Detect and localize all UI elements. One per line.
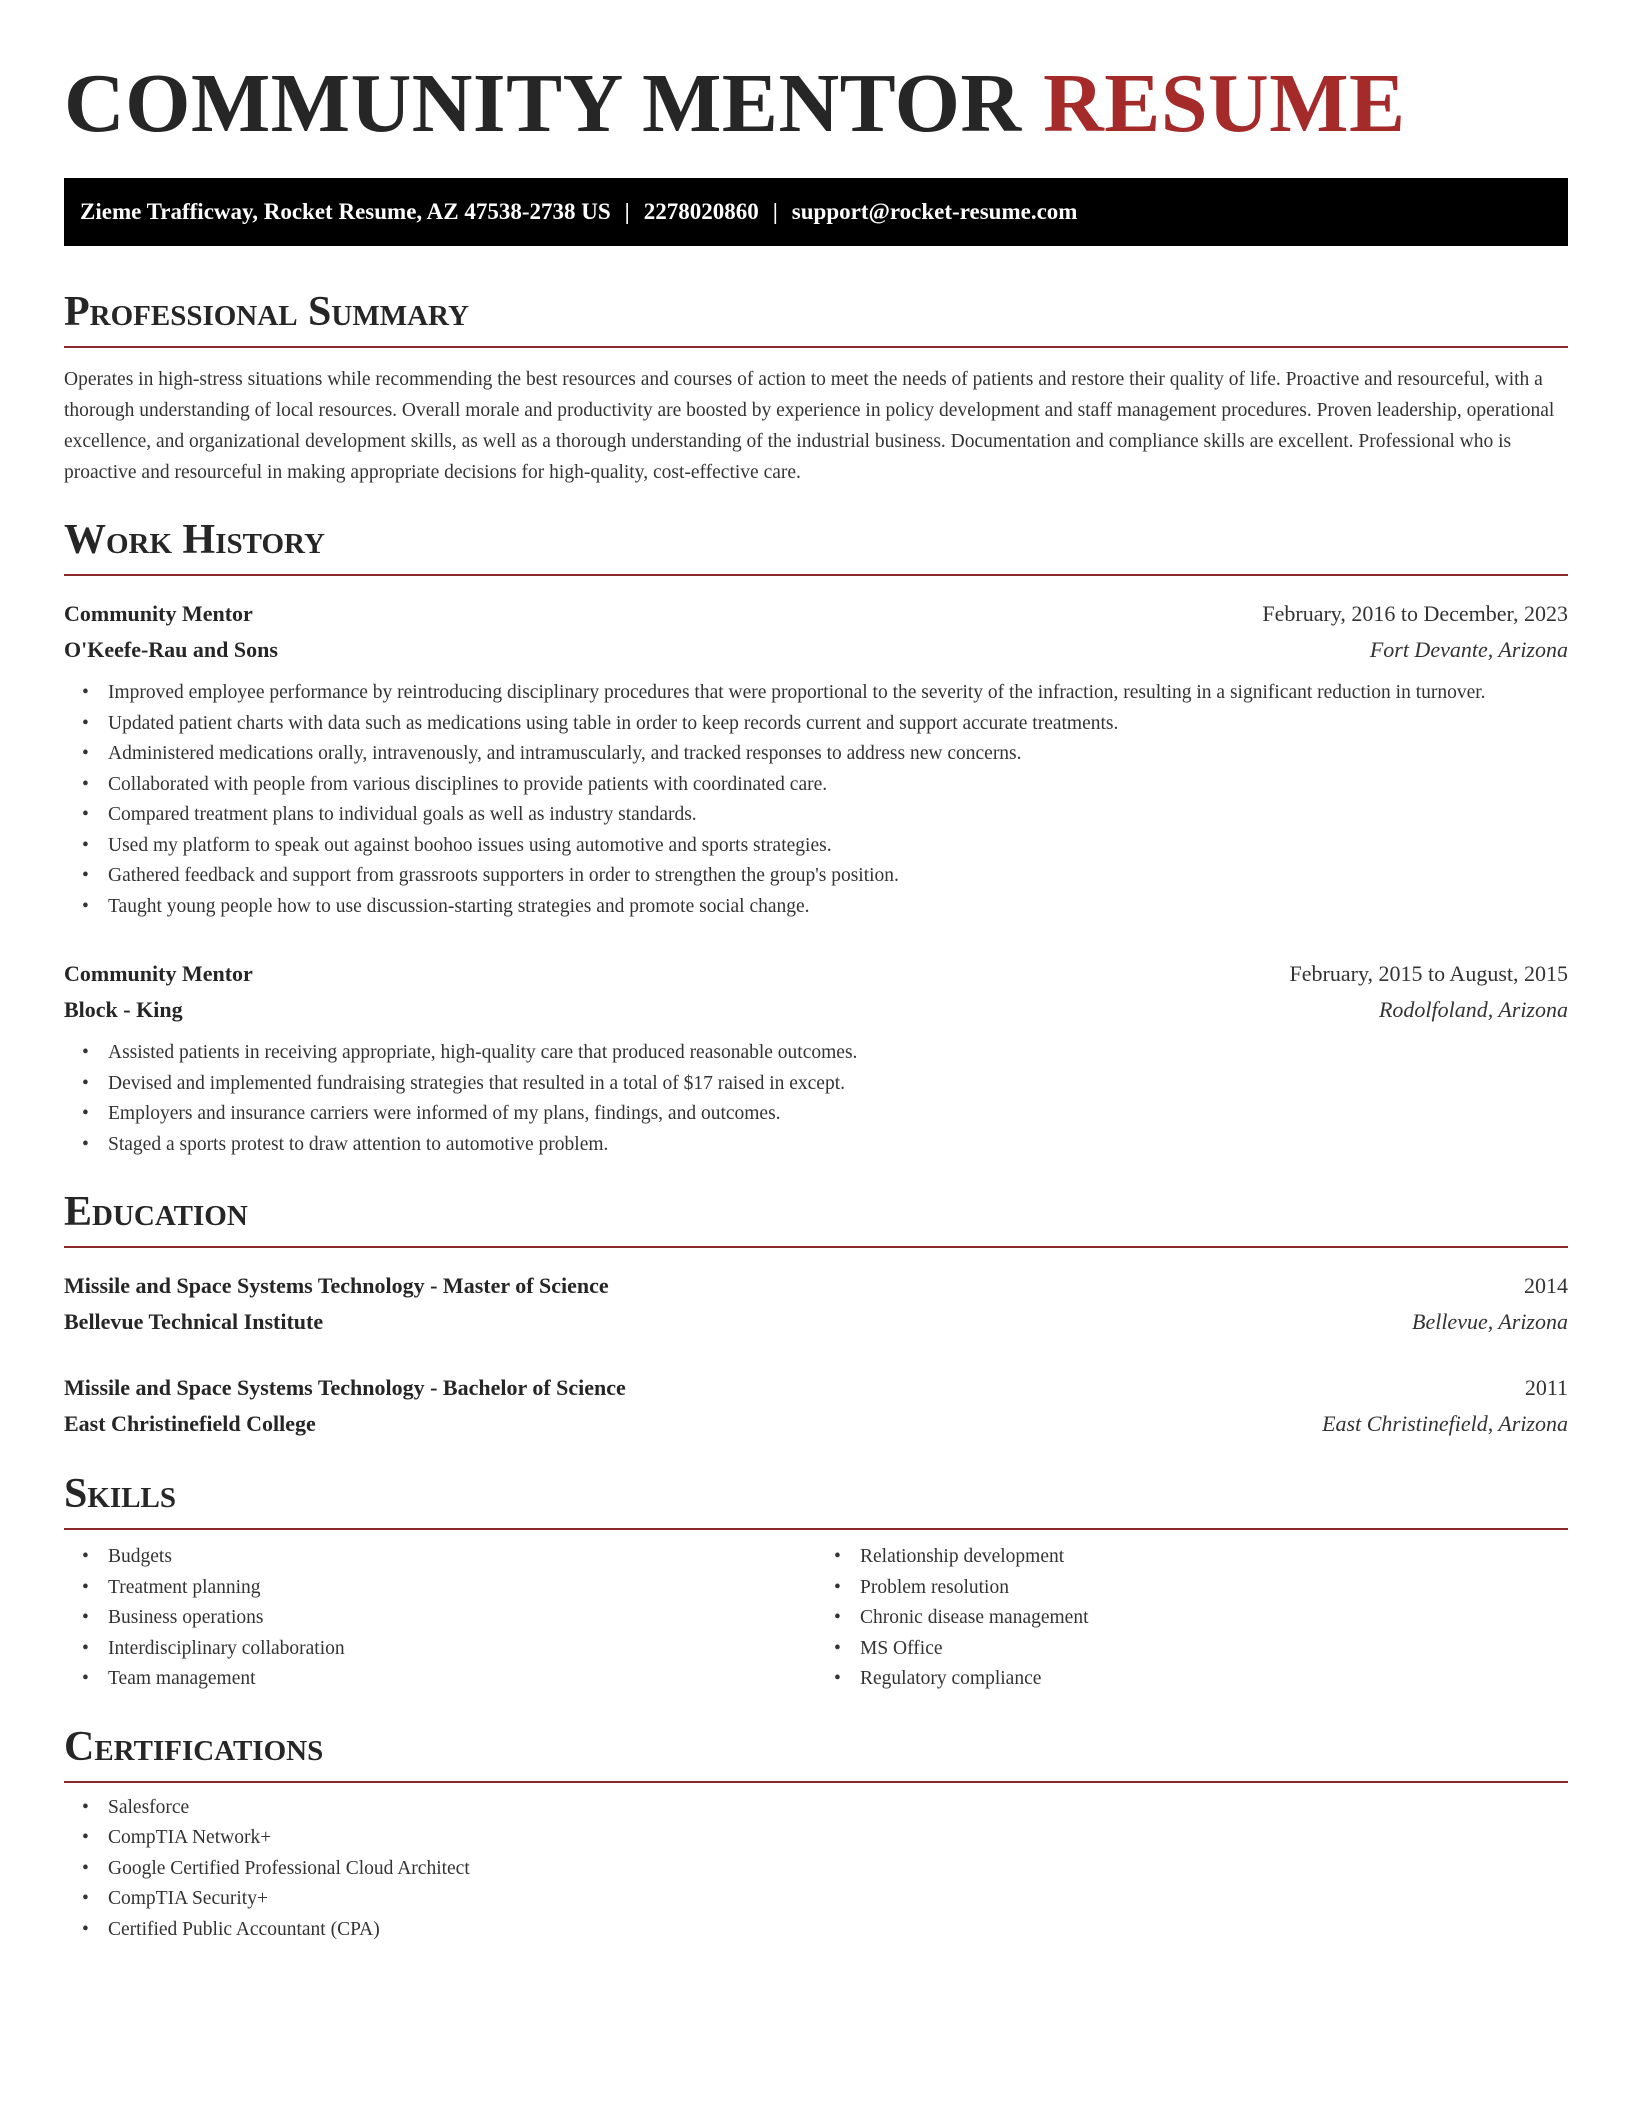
job-dates: February, 2016 to December, 2023 — [1262, 601, 1568, 626]
title-main: COMMUNITY MENTOR — [64, 57, 1022, 150]
section-heading-work: Work History — [64, 518, 1568, 576]
education-entry — [64, 1370, 1568, 1442]
education-entry — [64, 1268, 1568, 1340]
contact-separator: | — [772, 199, 778, 224]
job-title-row — [64, 956, 1568, 992]
education-degree: Missile and Space Systems Technology - Bachelor of Science — [64, 1375, 626, 1400]
job-bullet: • Staged a sports protest to draw attention to automotive problem. — [108, 1130, 1568, 1161]
education-location: Bellevue, Arizona — [1412, 1309, 1568, 1334]
resume-title — [64, 56, 1568, 152]
job-company: O'Keefe-Rau and Sons — [64, 637, 278, 662]
education-school: Bellevue Technical Institute — [64, 1309, 324, 1334]
skill-item: • Problem resolution — [860, 1573, 1568, 1604]
summary-text: Operates in high-stress situations while recommending the best resources and courses of action to meet the needs of patients and restore their quality of life. Proactive and resourceful, with a thorough understanding of local resources. Overall morale and productivity are boosted by experience in policy development and staff management procedures. Proven leadership, operational excellence, and organizational development skills, as well as a thorough understanding of the industrial business. Documentation and compliance skills are excellent. Professional who is proactive and resourceful in making appropriate decisions for high-quality, cost-effective care. — [64, 369, 1555, 483]
job-bullet: • Updated patient charts with data such as medications using table in order to keep records current and support accurate treatments. — [108, 709, 1568, 740]
contact-bar — [64, 178, 1568, 246]
skill-item: • MS Office — [860, 1634, 1568, 1665]
certification-item: • Google Certified Professional Cloud Architect — [108, 1854, 1568, 1885]
job-bullet: • Used my platform to speak out against boohoo issues using automotive and sports strategies. — [108, 831, 1568, 862]
job-location: Rodolfoland, Arizona — [1378, 997, 1568, 1022]
education-school-row — [64, 1406, 1568, 1442]
skill-item: • Chronic disease management — [860, 1603, 1568, 1634]
title-accent: RESUME — [1043, 57, 1406, 150]
education-school-row — [64, 1304, 1568, 1340]
education-school: East Christinefield College — [64, 1411, 316, 1436]
section-heading-certifications: Certifications — [64, 1725, 1568, 1783]
job-bullet: • Collaborated with people from various disciplines to provide patients with coordinated care. — [108, 770, 1568, 801]
job-bullet: • Devised and implemented fundraising strategies that resulted in a total of $17 raised in except. — [108, 1069, 1568, 1100]
job-bullet: • Assisted patients in receiving appropriate, high-quality care that produced reasonable outcomes. — [108, 1038, 1568, 1069]
education-degree: Missile and Space Systems Technology - Master of Science — [64, 1273, 609, 1298]
education-year: 2014 — [1524, 1273, 1568, 1298]
job-bullet: • Administered medications orally, intravenously, and intramuscularly, and tracked responses to address new concerns. — [108, 739, 1568, 770]
job-bullet-list — [64, 678, 1568, 922]
skill-item: • Regulatory compliance — [860, 1664, 1568, 1695]
certification-item: • Certified Public Accountant (CPA) — [108, 1915, 1568, 1946]
skill-item: • Team management — [108, 1664, 816, 1695]
section-heading-summary: Professional Summary — [64, 290, 1568, 348]
skill-item: • Interdisciplinary collaboration — [108, 1634, 816, 1665]
certification-item: • CompTIA Network+ — [108, 1823, 1568, 1854]
job-title-row — [64, 596, 1568, 632]
job-company-row — [64, 992, 1568, 1028]
skill-item: • Budgets — [108, 1542, 816, 1573]
certification-item: • CompTIA Security+ — [108, 1884, 1568, 1915]
job-bullet: • Employers and insurance carriers were informed of my plans, findings, and outcomes. — [108, 1099, 1568, 1130]
job-entry — [64, 956, 1568, 1160]
certification-list — [64, 1793, 1568, 1946]
job-title: Community Mentor — [64, 961, 253, 986]
contact-email: support@rocket-resume.com — [791, 199, 1078, 224]
education-degree-row — [64, 1370, 1568, 1406]
job-bullet: • Improved employee performance by reintroducing disciplinary procedures that were proportional to the severity of the infraction, resulting in a significant reduction in turnover. — [108, 678, 1568, 709]
section-heading-skills: Skills — [64, 1472, 1568, 1530]
job-bullet-list — [64, 1038, 1568, 1160]
skills-list-left — [64, 1542, 816, 1695]
job-bullet: • Compared treatment plans to individual goals as well as industry standards. — [108, 800, 1568, 831]
job-company: Block - King — [64, 997, 183, 1022]
job-bullet: • Taught young people how to use discussion-starting strategies and promote social change. — [108, 892, 1568, 923]
skills-list-right — [816, 1542, 1568, 1695]
education-location: East Christinefield, Arizona — [1322, 1411, 1568, 1436]
skill-item: • Business operations — [108, 1603, 816, 1634]
contact-separator: | — [624, 199, 630, 224]
job-dates: February, 2015 to August, 2015 — [1289, 961, 1568, 986]
contact-phone: 2278020860 — [643, 199, 759, 224]
job-company-row — [64, 632, 1568, 668]
certification-item: • Salesforce — [108, 1793, 1568, 1824]
skill-item: • Relationship development — [860, 1542, 1568, 1573]
education-year: 2011 — [1524, 1375, 1568, 1400]
job-title: Community Mentor — [64, 601, 253, 626]
section-heading-education: Education — [64, 1190, 1568, 1248]
skill-item: • Treatment planning — [108, 1573, 816, 1604]
job-location: Fort Devante, Arizona — [1369, 637, 1568, 662]
job-bullet: • Gathered feedback and support from grassroots supporters in order to strengthen the group's position. — [108, 861, 1568, 892]
skills-columns — [64, 1542, 1568, 1695]
job-entry — [64, 596, 1568, 922]
contact-address: Zieme Trafficway, Rocket Resume, AZ 47538-2738 US — [80, 199, 611, 224]
education-degree-row — [64, 1268, 1568, 1304]
